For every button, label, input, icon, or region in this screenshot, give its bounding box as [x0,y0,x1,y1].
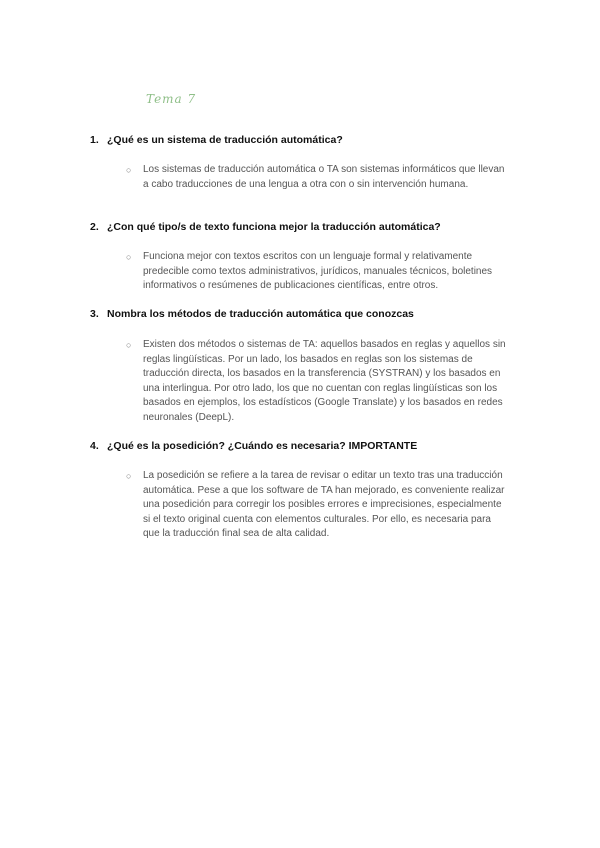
question-text: ¿Qué es un sistema de traducción automática? [107,134,343,146]
bullet-icon: ○ [126,340,132,350]
question-text: ¿Qué es la posedición? ¿Cuándo es necesaria? IMPORTANTE [107,440,418,452]
answer-2 [126,250,506,294]
bullet-icon: ○ [126,471,132,481]
answer-text: Existen dos métodos o sistemas de TA: aquellos basados en reglas y aquellos sin reglas lingüísticas. Por un lado, los basados en reglas son los sistemas de traducción directa, los basados en la transferencia (SYSTRAN) y los basados en una interlingua. Por otro lado, los que no cuentan con reglas lingüísticas son los basados en ejemplos, los estadísticos (Google Translate) y los basados en redes neuronales (DeepL). [143,339,506,423]
question-number: 1. [90,134,99,146]
question-text: ¿Con qué tipo/s de texto funciona mejor la traducción automática? [107,221,441,233]
question-number: 2. [90,221,99,233]
question-1 [90,134,343,146]
answer-3 [126,338,506,426]
document-title: Tema 7 [146,92,197,106]
answer-text: Los sistemas de traducción automática o TA son sistemas informáticos que llevan a cabo traducciones de una lengua a otra con o sin intervención humana. [143,164,505,190]
bullet-icon: ○ [126,165,132,175]
answer-1 [126,163,506,192]
question-number: 4. [90,440,99,452]
question-3 [90,308,414,320]
question-number: 3. [90,308,99,320]
question-2 [90,221,441,233]
answer-text: La posedición se refiere a la tarea de revisar o editar un texto tras una traducción automática. Pese a que los software de TA han mejorado, es conveniente realizar una posedición para corregir los posibles errores e imprecisiones, especialmente si el texto original cuenta con elementos culturales. Por ello, es necesaria para que la traducción final sea de alta calidad. [143,470,505,540]
question-text: Nombra los métodos de traducción automática que conozcas [107,308,414,320]
bullet-icon: ○ [126,252,132,262]
question-4 [90,440,417,452]
answer-4 [126,469,506,542]
answer-text: Funciona mejor con textos escritos con un lenguaje formal y relativamente predecible como textos administrativos, jurídicos, manuales técnicos, boletines informativos o resúmenes de publicaciones científicas, entre otros. [143,251,493,292]
